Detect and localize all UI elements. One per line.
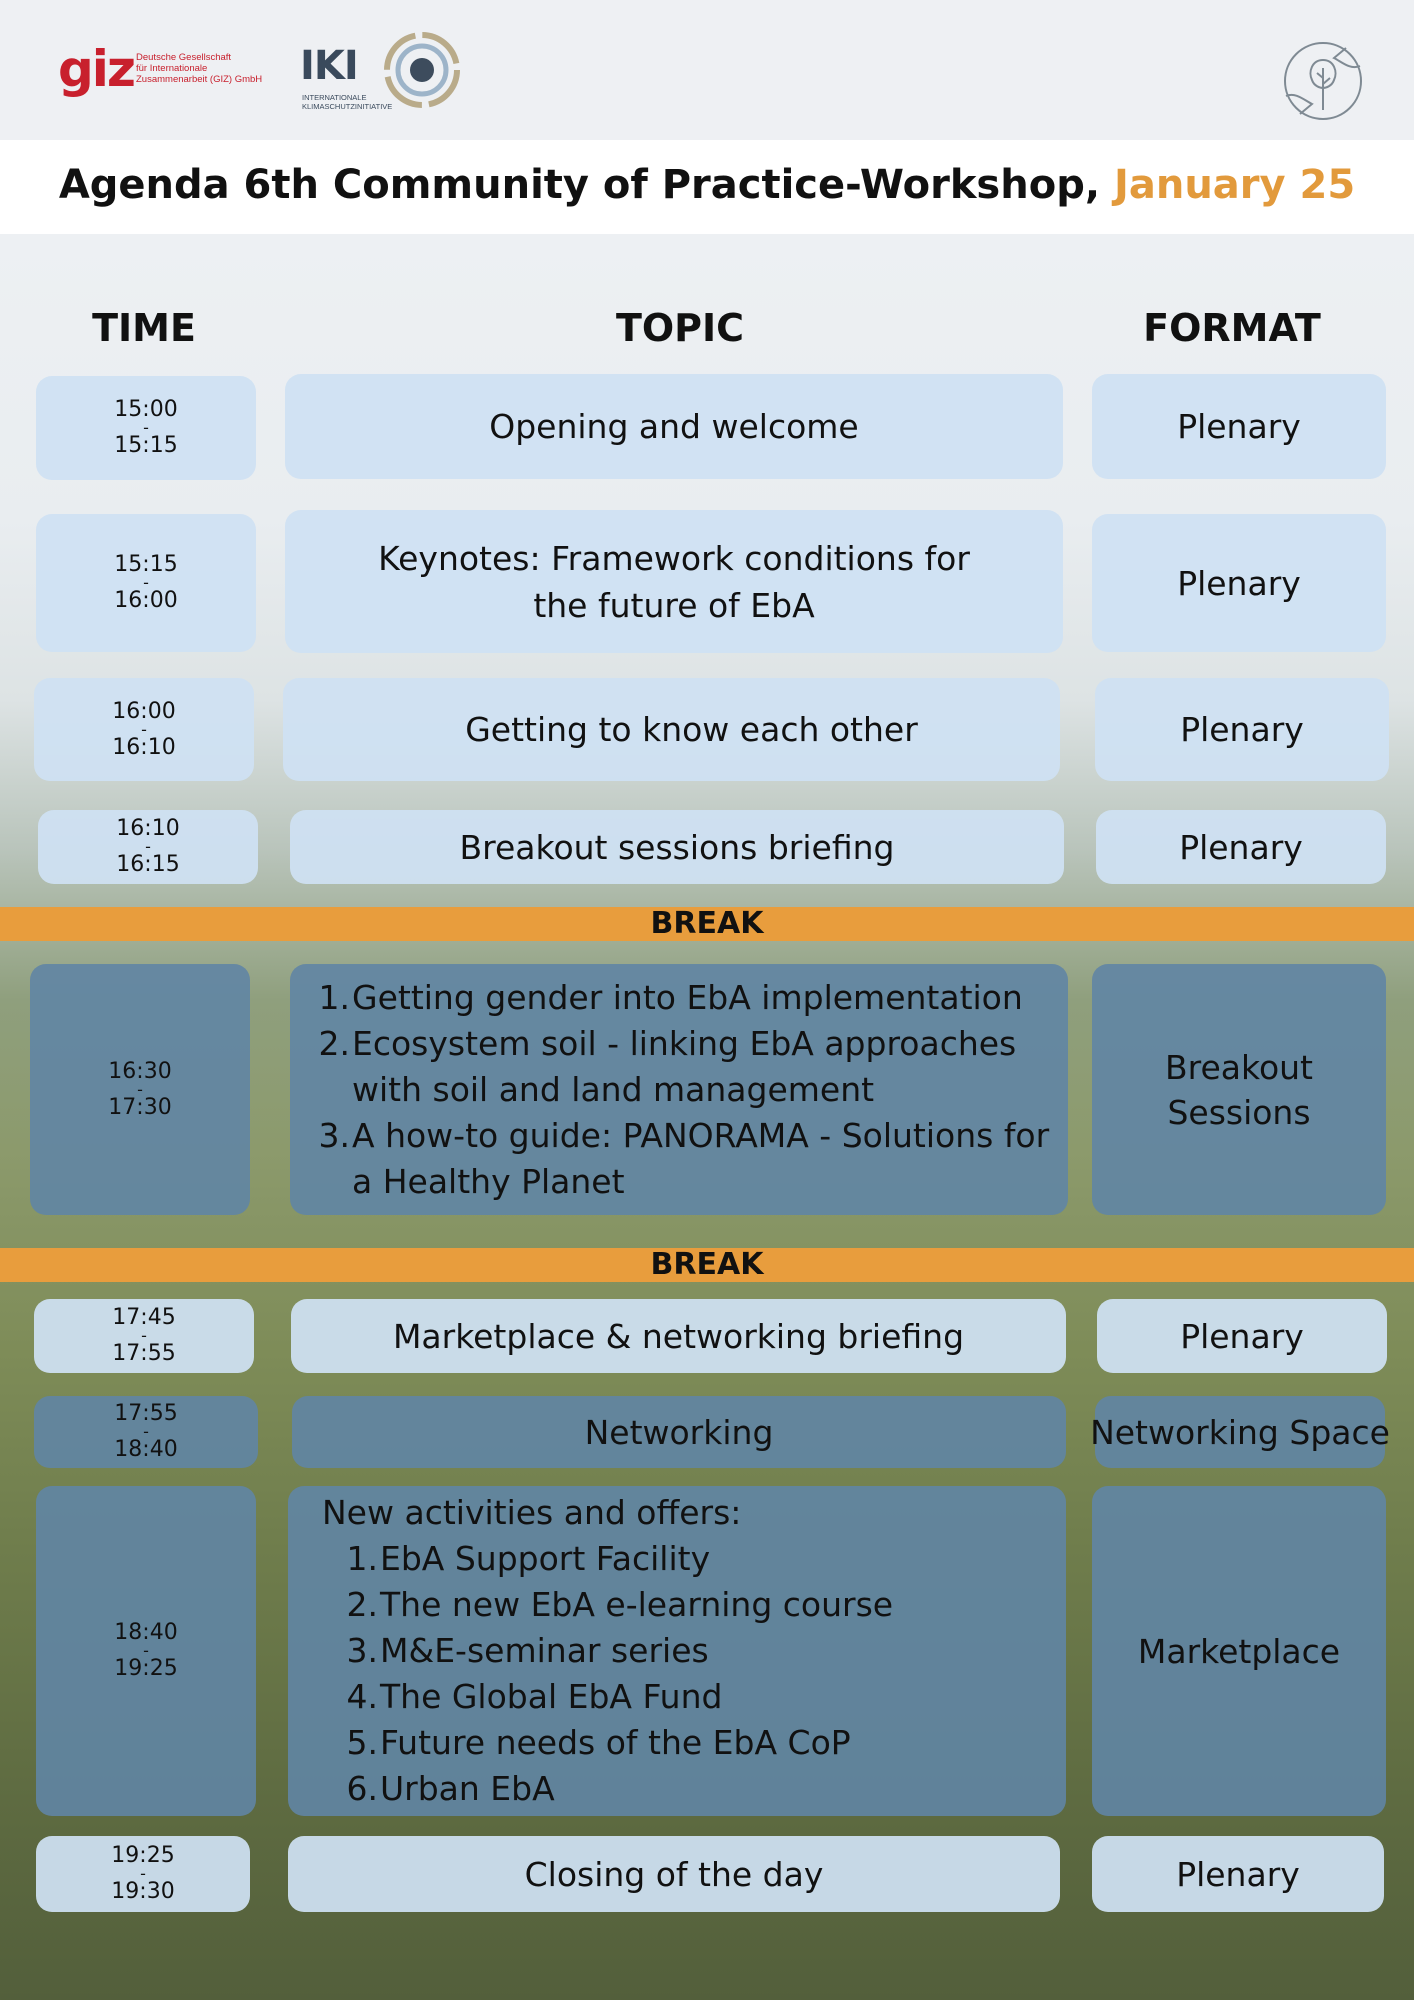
marketplace-topic-list xyxy=(288,1486,1066,1816)
session-topic: Networking xyxy=(292,1396,1066,1468)
session-format: Plenary xyxy=(1096,810,1386,884)
session-topic: Breakout sessions briefing xyxy=(290,810,1064,884)
session-format: Plenary xyxy=(1092,374,1386,479)
list-item: 6. Urban EbA xyxy=(346,1769,555,1808)
giz-name: Deutsche Gesellschaft für Internationale Zusammenarbeit (GIZ) GmbH xyxy=(136,52,263,85)
break-banner: BREAK xyxy=(0,1248,1414,1282)
list-item: 2. The new EbA e-learning course xyxy=(346,1585,894,1624)
ordered-list xyxy=(322,1536,893,1812)
column-header-time: TIME xyxy=(92,306,196,350)
list-item: 3. M&E-seminar series xyxy=(346,1631,709,1670)
session-topic: Marketplace & networking briefing xyxy=(291,1299,1066,1373)
column-header-topic: TOPIC xyxy=(615,306,745,350)
time-slot: 15:00 - 15:15 xyxy=(36,376,256,480)
giz-logo: giz xyxy=(58,40,135,98)
session-format: Plenary xyxy=(1095,678,1389,781)
time-slot: 19:25 - 19:30 xyxy=(36,1836,250,1912)
event-date: January 25 xyxy=(1113,162,1356,208)
list-item: 4. The Global EbA Fund xyxy=(346,1677,723,1716)
list-item: 1. EbA Support Facility xyxy=(346,1539,711,1578)
time-slot: 17:45 - 17:55 xyxy=(34,1299,254,1373)
session-format: Networking Space xyxy=(1095,1396,1385,1468)
break-banner: BREAK xyxy=(0,907,1414,941)
time-slot: 16:10 - 16:15 xyxy=(38,810,258,884)
iki-logo: IKI xyxy=(300,43,358,89)
session-format: Plenary xyxy=(1092,1836,1384,1912)
list-item: 3. A how-to guide: PANORAMA - Solutions for a Healthy Planet xyxy=(318,1115,1050,1201)
session-format: Breakout Sessions xyxy=(1092,964,1386,1215)
time-slot: 16:30 - 17:30 xyxy=(30,964,250,1215)
session-topic: Getting to know each other xyxy=(283,678,1060,781)
breakout-topic-list xyxy=(290,964,1068,1215)
session-format: Plenary xyxy=(1092,514,1386,652)
time-slot: 15:15 - 16:00 xyxy=(36,514,256,652)
session-format: Marketplace xyxy=(1092,1486,1386,1816)
list-item: 5. Future needs of the EbA CoP xyxy=(346,1723,851,1762)
session-topic: Keynotes: Framework conditions for the future of EbA xyxy=(285,510,1063,653)
list-item: 2. Ecosystem soil - linking EbA approaches with soil and land management xyxy=(318,1023,1017,1109)
hands-tree-icon xyxy=(1278,38,1368,124)
iki-rings-icon xyxy=(382,30,462,110)
ordered-list xyxy=(314,975,1072,1205)
page-title: Agenda 6th Community of Practice-Workshop, January 25 xyxy=(58,162,1356,208)
time-slot: 18:40 - 19:25 xyxy=(36,1486,256,1816)
column-header-format: FORMAT xyxy=(1143,306,1321,350)
session-topic: Opening and welcome xyxy=(285,374,1063,479)
time-slot: 16:00 - 16:10 xyxy=(34,678,254,781)
session-topic: Closing of the day xyxy=(288,1836,1060,1912)
list-intro: New activities and offers: xyxy=(322,1493,742,1532)
time-slot: 17:55 - 18:40 xyxy=(34,1396,258,1468)
session-format: Plenary xyxy=(1097,1299,1387,1373)
iki-name: INTERNATIONALE KLIMASCHUTZINITIATIVE xyxy=(302,93,393,111)
list-item: 1. Getting gender into EbA implementation xyxy=(318,977,1023,1017)
